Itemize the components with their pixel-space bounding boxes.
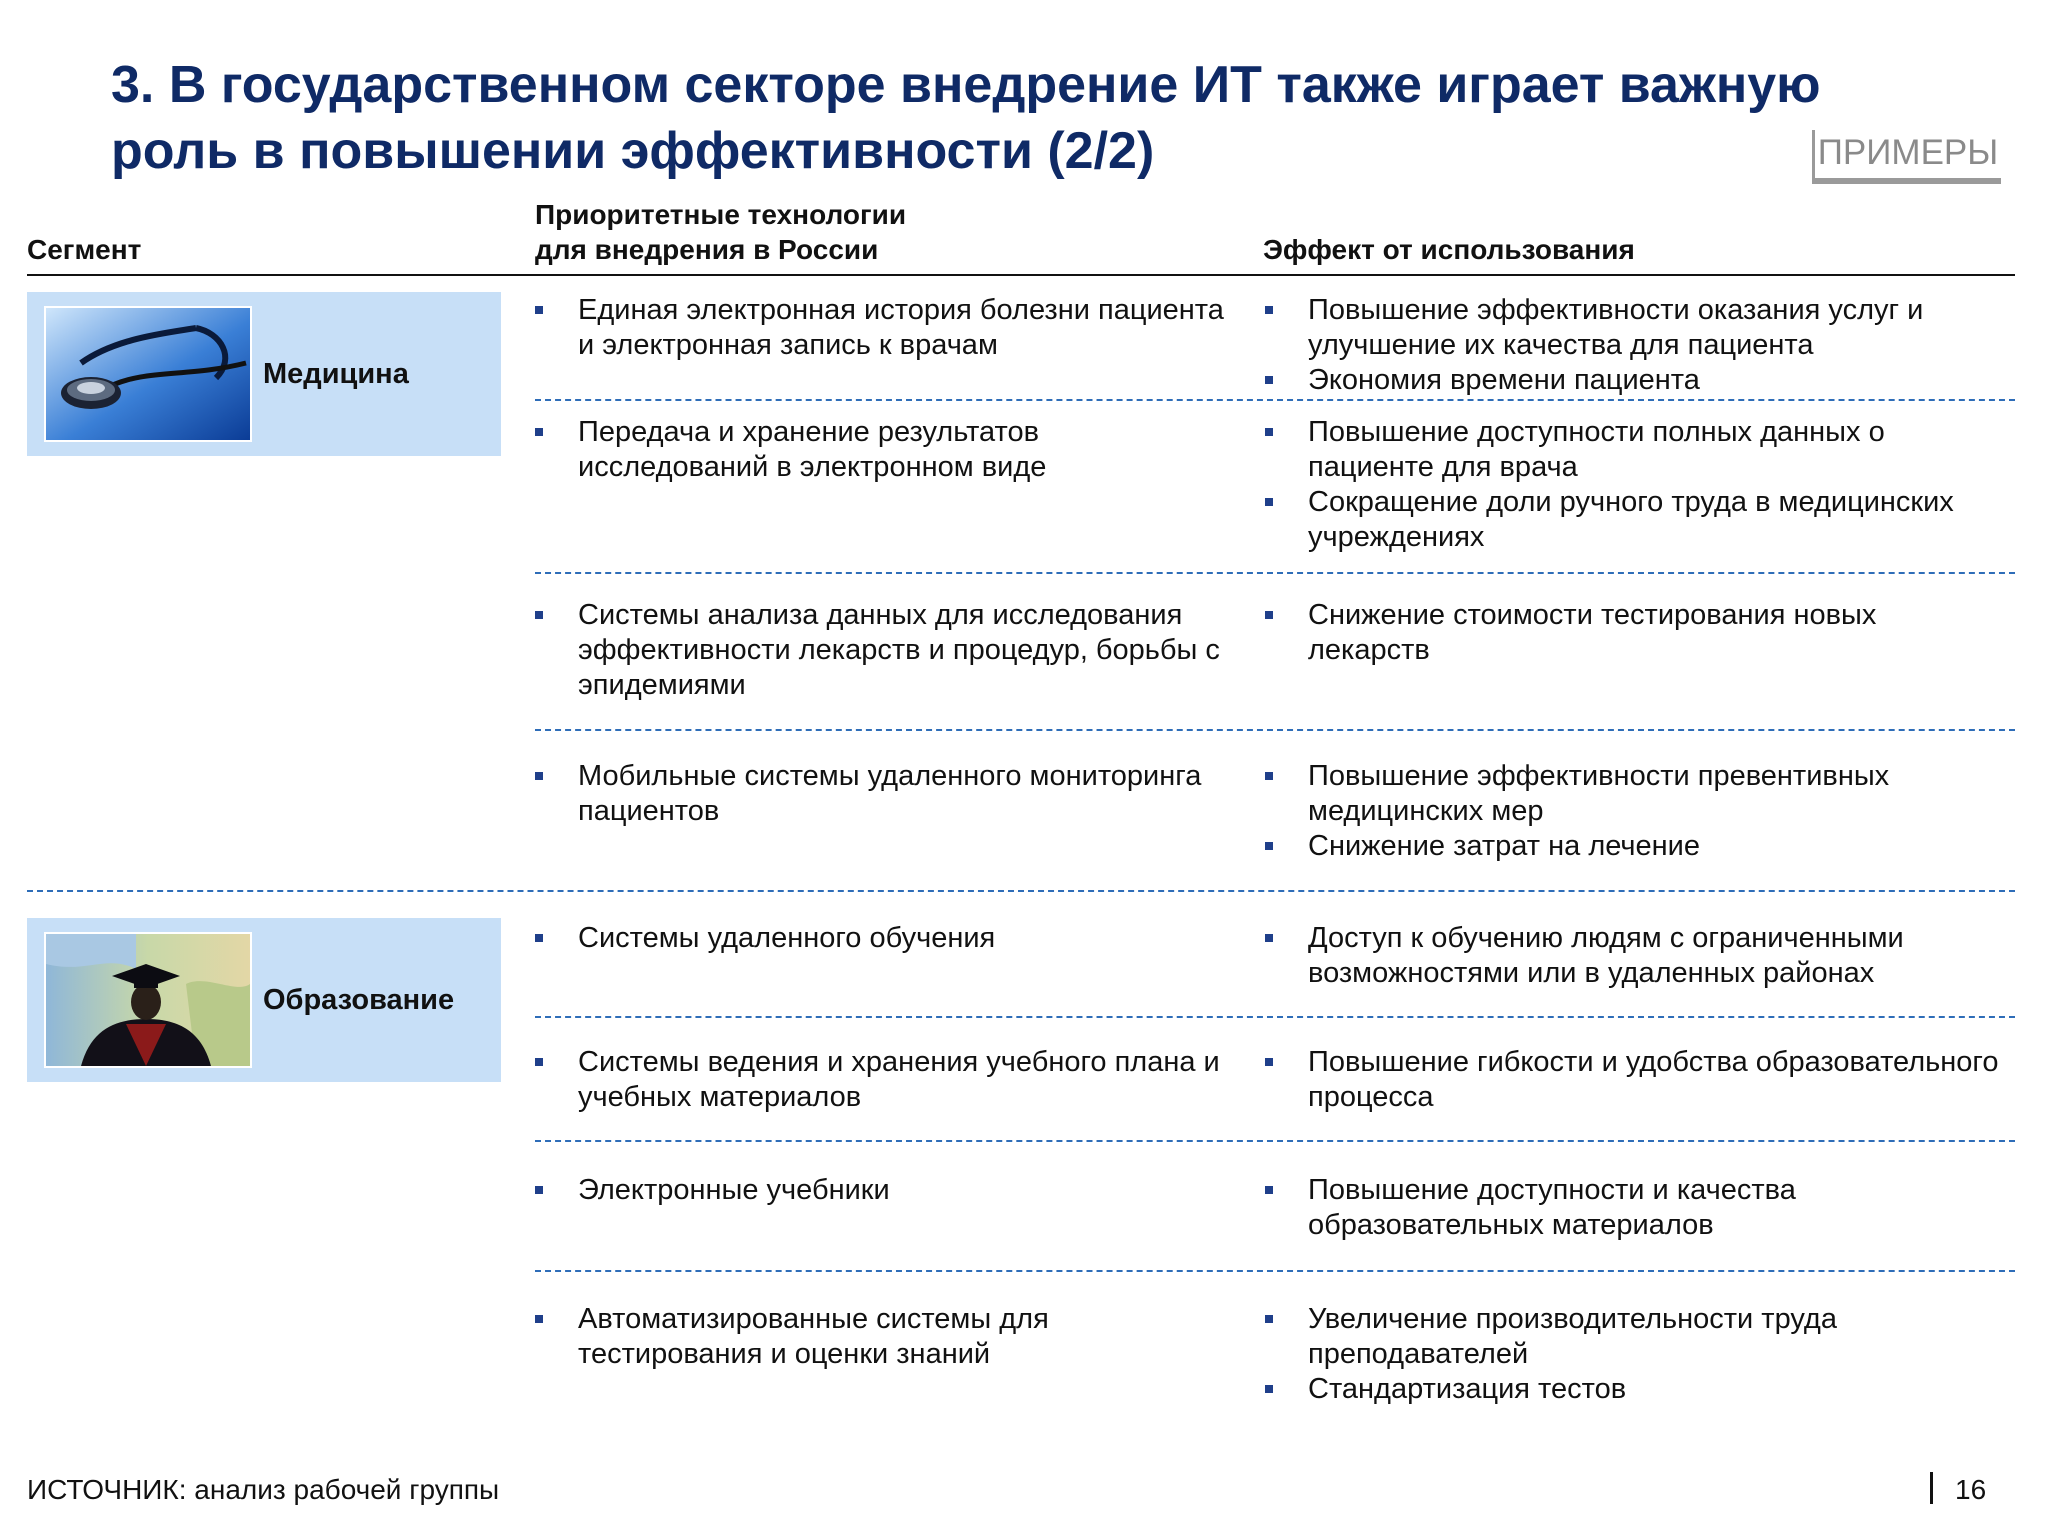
page-separator bbox=[1930, 1472, 1933, 1504]
list-item: Системы анализа данных для исследования эффективности лекарств и процедур, борьбы с эпидемиями bbox=[535, 598, 1225, 703]
header-effect: Эффект от использования bbox=[1263, 234, 1635, 265]
list-item: Повышение доступности и качества образовательных материалов bbox=[1265, 1173, 2005, 1243]
segment-divider bbox=[27, 890, 2015, 892]
effects-education-3 bbox=[1265, 1173, 2005, 1243]
effects-education-4 bbox=[1265, 1302, 2005, 1407]
segment-label-education: Образование bbox=[263, 983, 455, 1016]
slide-title: 3. В государственном секторе внедрение ИТ также играет важную роль в повышении эффективности (2/2) bbox=[111, 56, 1821, 180]
tech-education-2 bbox=[535, 1045, 1235, 1115]
list-item: Увеличение производительности труда преподавателей bbox=[1265, 1302, 2005, 1372]
header-segment: Сегмент bbox=[27, 234, 142, 265]
graduate-icon bbox=[44, 932, 252, 1068]
list-item: Системы удаленного обучения bbox=[535, 921, 1235, 956]
segment-education bbox=[27, 918, 501, 1082]
list-item: Стандартизация тестов bbox=[1265, 1372, 2005, 1407]
effects-education-2 bbox=[1265, 1045, 2005, 1115]
row-divider bbox=[535, 1140, 2015, 1142]
segment-label-medicine: Медицина bbox=[263, 357, 409, 390]
effects-education-1 bbox=[1265, 921, 2005, 991]
row-divider bbox=[535, 729, 2015, 731]
list-item: Повышение эффективности превентивных медицинских мер bbox=[1265, 759, 2005, 829]
list-item: Автоматизированные системы для тестирования и оценки знаний bbox=[535, 1302, 1135, 1372]
effects-medicine-4 bbox=[1265, 759, 2005, 864]
list-item: Повышение эффективности оказания услуг и улучшение их качества для пациента bbox=[1265, 293, 2005, 363]
list-item: Мобильные системы удаленного мониторинга пациентов bbox=[535, 759, 1235, 829]
stethoscope-icon bbox=[44, 306, 252, 442]
tech-education-1 bbox=[535, 921, 1235, 956]
row-divider bbox=[535, 1270, 2015, 1272]
list-item: Системы ведения и хранения учебного плана и учебных материалов bbox=[535, 1045, 1235, 1115]
source-note: ИСТОЧНИК: анализ рабочей группы bbox=[27, 1474, 500, 1505]
effects-medicine-1 bbox=[1265, 293, 2005, 398]
row-divider bbox=[535, 572, 2015, 574]
tech-education-4 bbox=[535, 1302, 1135, 1372]
row-divider bbox=[535, 1016, 2015, 1018]
row-divider bbox=[535, 399, 2015, 401]
tech-medicine-2 bbox=[535, 415, 1235, 485]
list-item: Повышение гибкости и удобства образовательного процесса bbox=[1265, 1045, 2005, 1115]
segment-medicine bbox=[27, 292, 501, 456]
list-item: Сокращение доли ручного труда в медицинских учреждениях bbox=[1265, 485, 2005, 555]
header-tech bbox=[535, 197, 906, 267]
examples-badge: ПРИМЕРЫ bbox=[1812, 130, 2001, 184]
header-tech-line1: Приоритетные технологии bbox=[535, 199, 907, 230]
list-item: Электронные учебники bbox=[535, 1173, 1235, 1208]
list-item: Передача и хранение результатов исследований в электронном виде bbox=[535, 415, 1235, 485]
list-item: Снижение стоимости тестирования новых лекарств bbox=[1265, 598, 2005, 668]
tech-education-3 bbox=[535, 1173, 1235, 1208]
list-item: Экономия времени пациента bbox=[1265, 363, 2005, 398]
list-item: Доступ к обучению людям с ограниченными возможностями или в удаленных районах bbox=[1265, 921, 2005, 991]
effects-medicine-3 bbox=[1265, 598, 2005, 668]
tech-medicine-1 bbox=[535, 293, 1235, 363]
tech-medicine-3 bbox=[535, 598, 1225, 703]
page-number: 16 bbox=[1955, 1474, 1987, 1505]
tech-medicine-4 bbox=[535, 759, 1235, 829]
header-tech-line2: для внедрения в России bbox=[535, 234, 879, 265]
list-item: Снижение затрат на лечение bbox=[1265, 829, 2005, 864]
header-divider bbox=[27, 274, 2015, 276]
list-item: Единая электронная история болезни пациента и электронная запись к врачам bbox=[535, 293, 1235, 363]
effects-medicine-2 bbox=[1265, 415, 2005, 555]
list-item: Повышение доступности полных данных о пациенте для врача bbox=[1265, 415, 2005, 485]
